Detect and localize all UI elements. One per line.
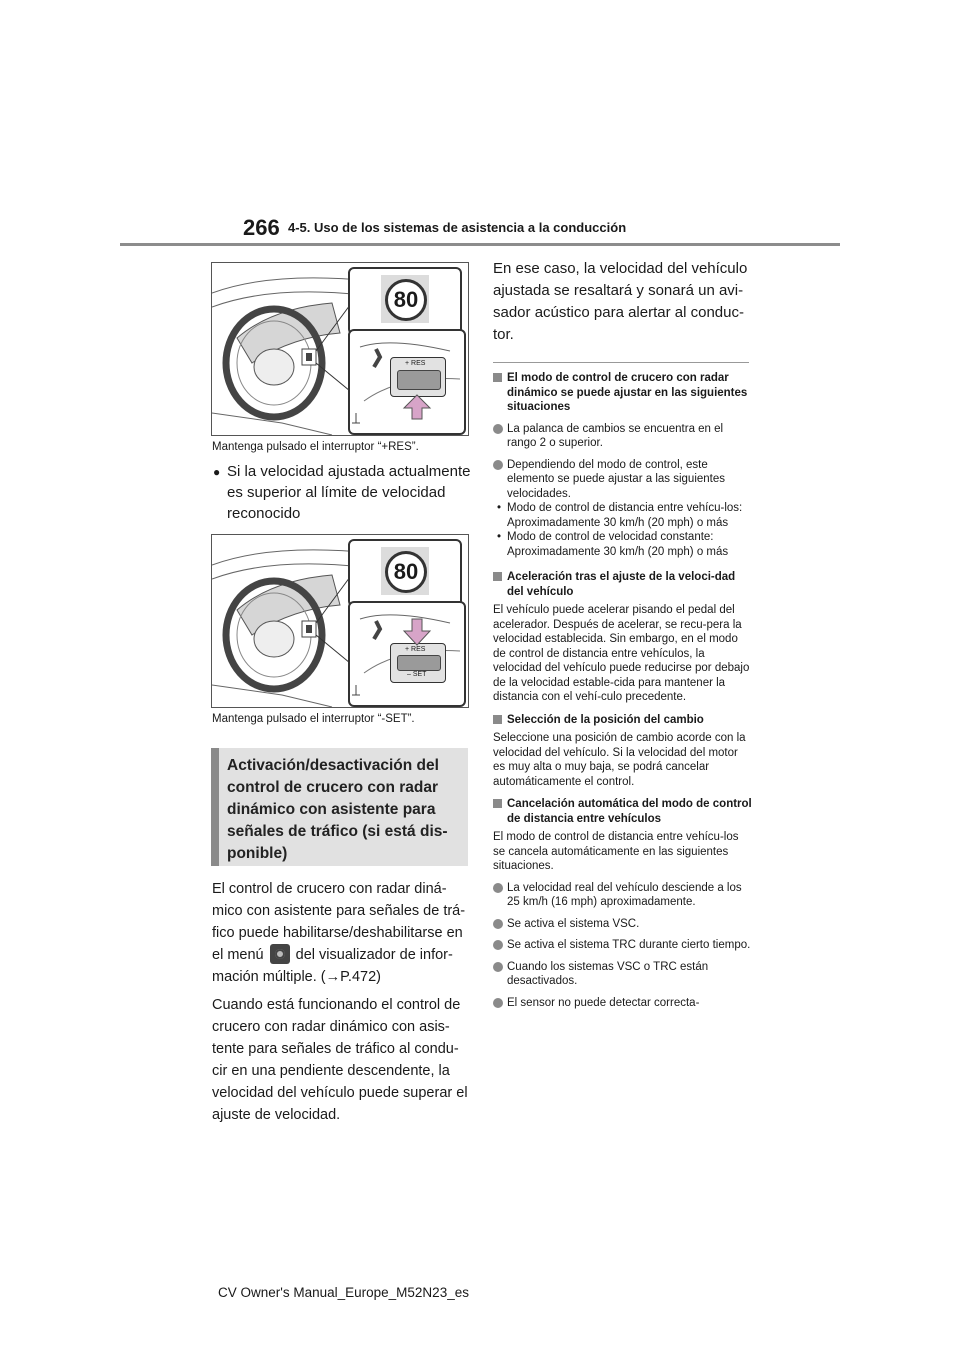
square-bullet-icon (493, 715, 502, 724)
bullet-dot-icon (493, 940, 503, 950)
slope-paragraph: Cuando está funcionando el control de crucero con radar dinámico con asis-tente para señales de tráfico al condu-cir en una pendiente descendente, la velocidad del vehículo puede superar el ajuste de velocidad. (212, 997, 468, 1123)
page-number: 266 (243, 215, 280, 240)
menu-text-b: del visualizador de infor-mación múltiple. ( (212, 947, 453, 985)
section-title: 4-5. Uso de los sistemas de asistencia a la conducción (288, 220, 627, 235)
figure-res-switch (211, 262, 469, 436)
speed-limit-value: 80 (385, 279, 427, 321)
note-heading-shift: Selección de la posición del cambio (493, 713, 753, 728)
bullet-dot-icon (493, 998, 503, 1008)
speed-sign-callout (348, 267, 462, 335)
bullet-dot-icon (493, 883, 503, 893)
section-heading: Activación/desactivación del control de crucero con radar dinámico con asistente para señales de tráfico (si está dis-ponible) (227, 757, 448, 862)
list-item: Se activa el sistema TRC durante cierto tiempo. (493, 938, 753, 953)
cruise-switch (390, 643, 446, 683)
list-sub-item: • Modo de control de velocidad constante: Aproximadamente 30 km/h (20 mph) o más (497, 531, 729, 558)
figure1-caption: Mantenga pulsado el interruptor “+RES”. (212, 441, 419, 453)
note-body: El vehículo puede acelerar pisando el pedal del acelerador. Después de acelerar, se recu-pera la velocidad establecida. Sin embargo, en el modo de control de distancia entre vehículos, la velocidad del vehículo puede reducirse por debajo de la velocidad estable-cida para mantener la distancia con el vehí-culo precedente. (493, 604, 750, 703)
speed-limit-sign (381, 275, 429, 323)
note-body: El modo de control de distancia entre vehícu-los se cancela automáticamente en las siguientes situaciones. (493, 831, 739, 872)
cruise-switch (390, 357, 446, 397)
list-sub-item: • Modo de control de distancia entre vehícu-los: Aproximadamente 30 km/h (20 mph) o más (497, 502, 743, 529)
footer-text: CV Owner's Manual_Europe_M52N23_es (218, 1285, 469, 1300)
note-heading-cancel: Cancelación automática del modo de control de distancia entre vehículos (493, 797, 753, 826)
menu-text-a: El control de crucero con radar diná-mico con asistente para señales de trá-fico puede habilitarse/deshabilitarse en el menú (212, 881, 466, 963)
bullet-dot-icon: ● (213, 465, 221, 479)
speed-sign-callout (348, 539, 462, 607)
right-intro: En ese caso, la velocidad del vehículo ajustada se resaltará y sonará un avi-sador acústico para alertar al conduc-tor. (493, 260, 748, 343)
gear-icon (270, 944, 290, 964)
set-button-label: – SET (407, 671, 427, 678)
bullet-dot-icon (493, 424, 503, 434)
switch-callout (348, 329, 466, 435)
list-item: Dependiendo del modo de control, este elemento se puede ajustar a las siguientes velocidades. (493, 458, 753, 502)
note-body: Seleccione una posición de cambio acorde con la velocidad del vehículo. Si la velocidad del motor es muy alta o muy baja, se podrá cancelar automáticamente el control. (493, 732, 746, 788)
down-arrow-icon (402, 617, 432, 647)
res-button-label: + RES (405, 360, 426, 367)
speed-limit-value: 80 (385, 551, 427, 593)
figure2-caption: Mantenga pulsado el interruptor “-SET”. (212, 713, 415, 725)
switch-callout (348, 601, 466, 707)
tip-bullet (213, 461, 487, 524)
square-bullet-icon (493, 799, 502, 808)
right-column (493, 258, 753, 1010)
note-heading-adjust: El modo de control de crucero con radar dinámico se puede ajustar en las siguientes situaciones (493, 371, 753, 415)
bullet-dot-icon (493, 919, 503, 929)
figure-set-switch (211, 534, 469, 708)
speed-limit-sign (381, 547, 429, 595)
bullet-dot-icon (493, 460, 503, 470)
page-reference: P.472) (340, 969, 381, 985)
square-bullet-icon (493, 572, 502, 581)
res-button-label: + RES (405, 646, 426, 653)
bullet-icon: • (497, 531, 502, 543)
header-rule (120, 243, 840, 246)
bullet-icon: • (497, 502, 502, 514)
list-item: Se activa el sistema VSC. (493, 917, 753, 932)
tip-text: Si la velocidad ajustada actualmente es superior al límite de velocidad reconocido (227, 463, 471, 522)
menu-paragraph (212, 878, 470, 988)
notes-rule (493, 362, 749, 363)
list-item: Cuando los sistemas VSC o TRC están desactivados. (493, 960, 753, 989)
list-item: La velocidad real del vehículo desciende a los 25 km/h (16 mph) aproximadamente. (493, 881, 753, 910)
list-item: El sensor no puede detectar correcta- (493, 996, 753, 1011)
arrow-icon: → (325, 969, 341, 985)
left-body (212, 878, 470, 1132)
bullet-dot-icon (493, 962, 503, 972)
list-item: La palanca de cambios se encuentra en el rango 2 o superior. (493, 422, 753, 451)
up-arrow-icon (402, 393, 432, 421)
square-bullet-icon (493, 373, 502, 382)
note-heading-acceleration: Aceleración tras el ajuste de la veloci-dad del vehículo (493, 570, 753, 599)
heading-accent-bar (211, 748, 219, 866)
